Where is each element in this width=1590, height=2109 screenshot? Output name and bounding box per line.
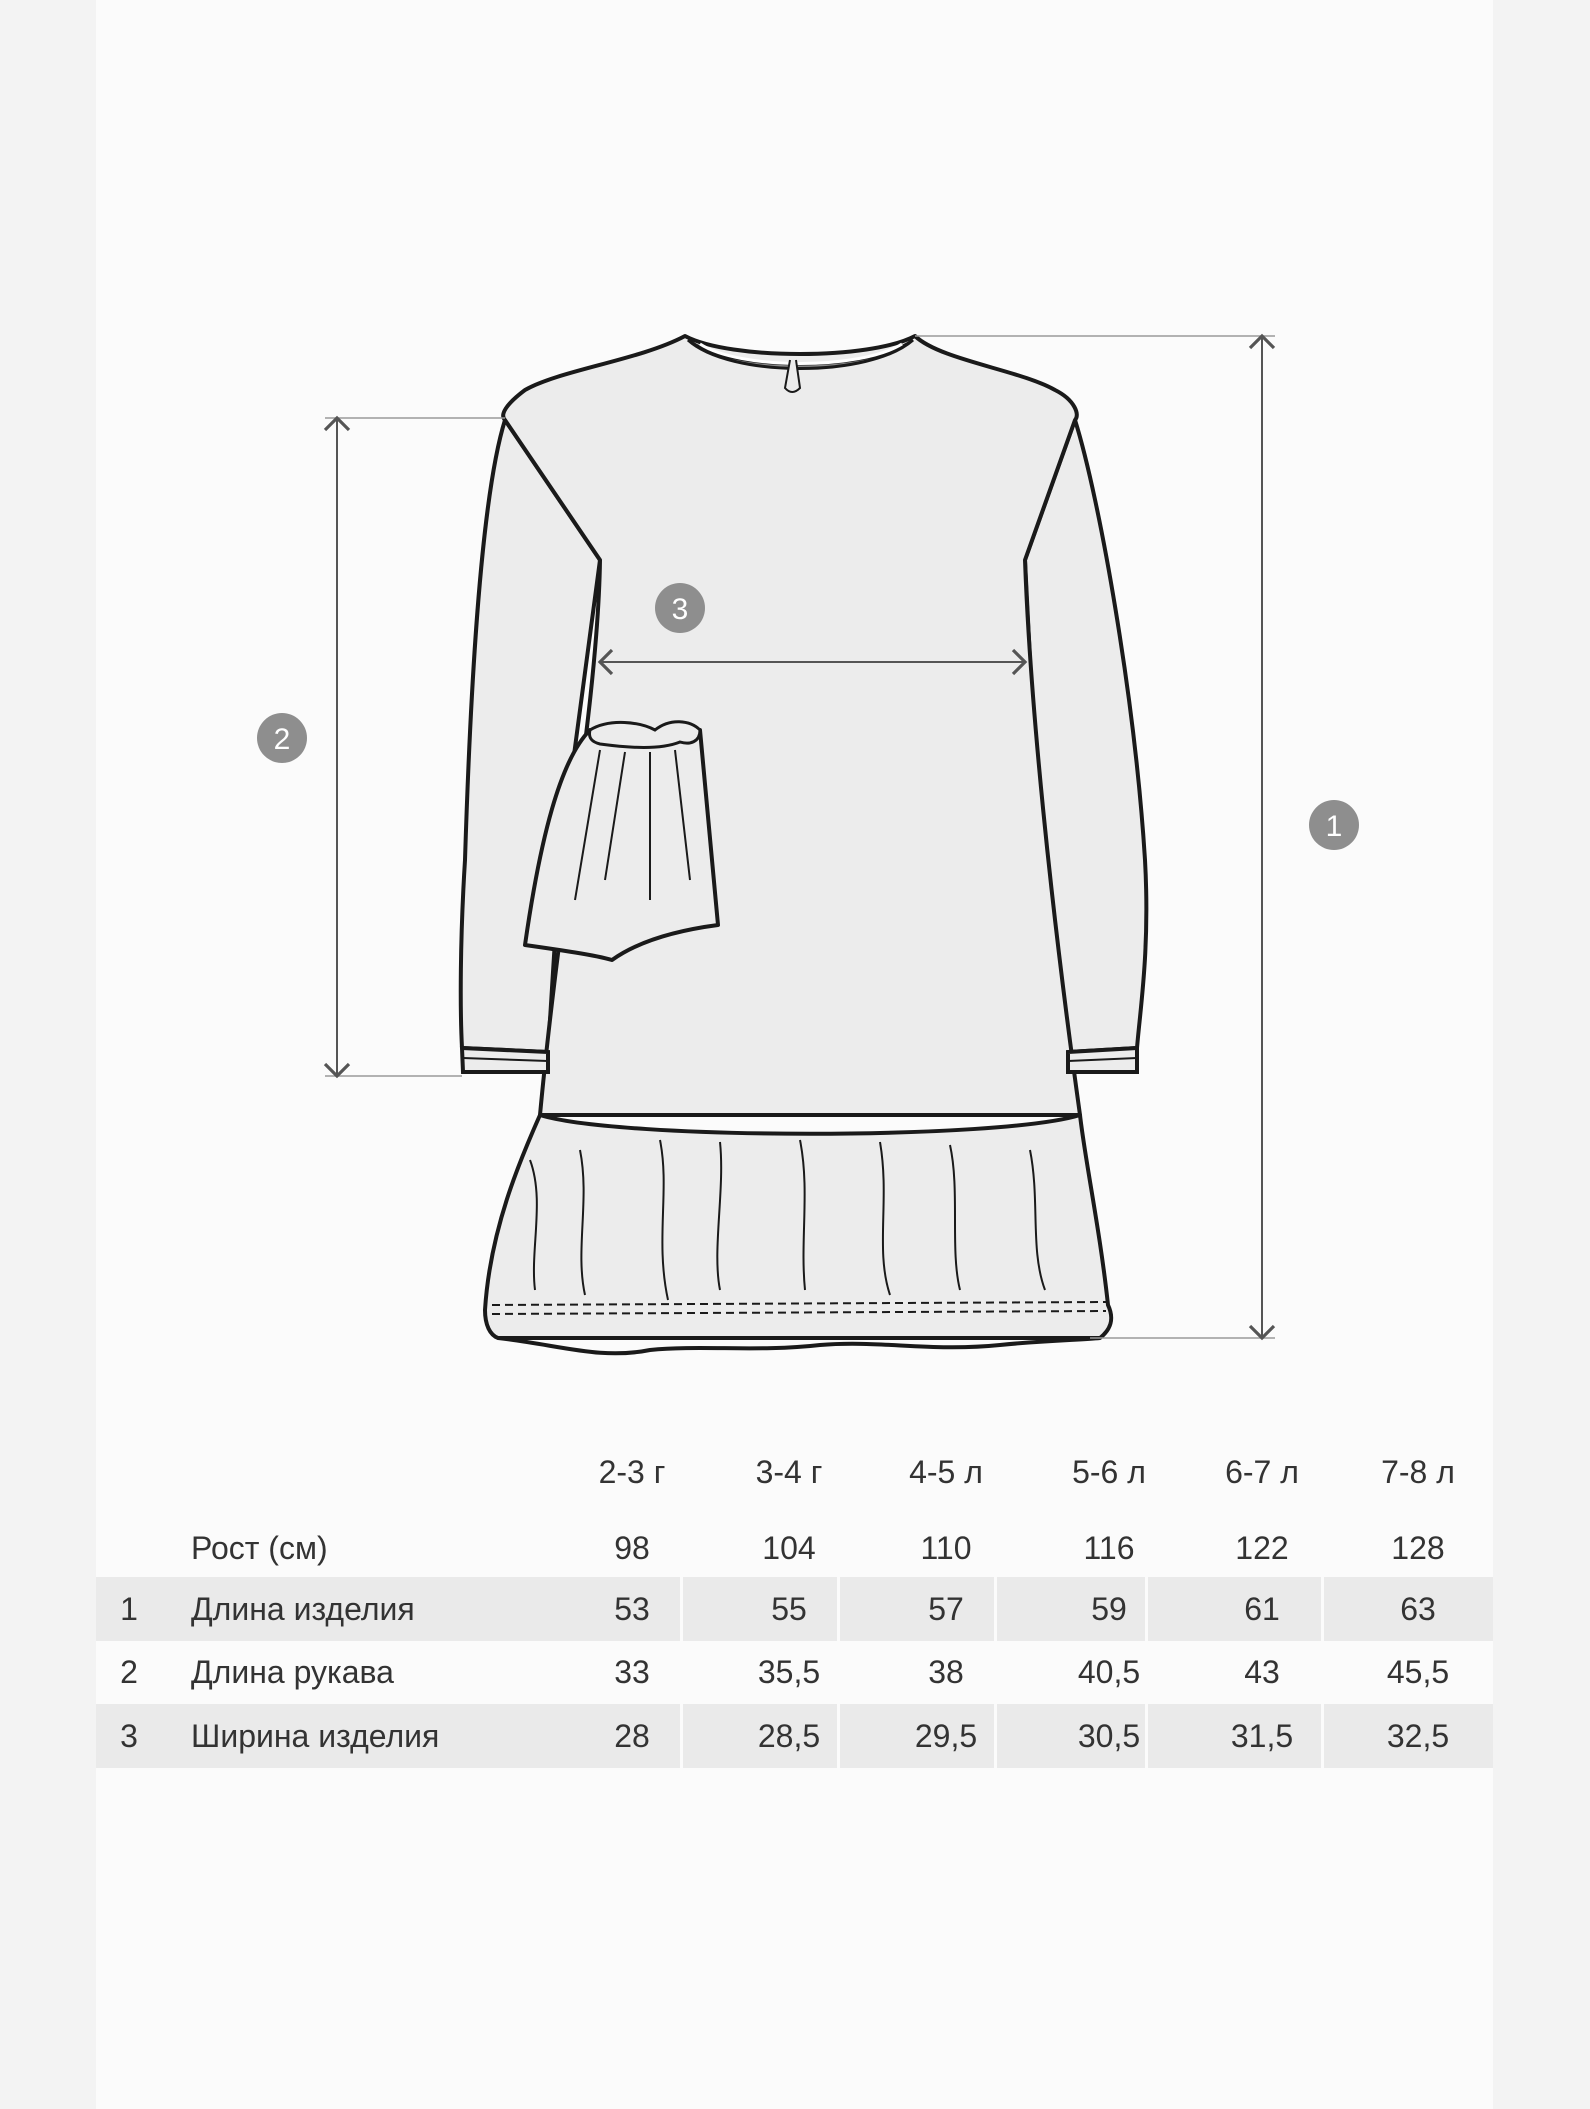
- size-header: 3-4 г: [755, 1454, 823, 1490]
- row-number: 2: [120, 1654, 138, 1690]
- table-row: [96, 1704, 1493, 1768]
- table-cell: 32,5: [1386, 1718, 1450, 1754]
- table-cell: 38: [928, 1654, 964, 1690]
- table-cell: 61: [1244, 1591, 1280, 1627]
- row-number: 3: [120, 1718, 138, 1754]
- row-label: Рост (см): [191, 1530, 328, 1566]
- size-header: 4-5 л: [909, 1454, 983, 1490]
- table-cell: 33: [614, 1654, 650, 1690]
- table-cell: 28,5: [757, 1718, 821, 1754]
- dress-body: [503, 336, 1080, 1115]
- table-cell: 98: [614, 1530, 650, 1566]
- table-cell: 28: [614, 1718, 650, 1754]
- svg-text:2: 2: [273, 723, 291, 756]
- table-cell: 31,5: [1230, 1718, 1294, 1754]
- marker-2-badge: [257, 713, 307, 763]
- table-cell: 55: [771, 1591, 807, 1627]
- size-header: 2-3 г: [598, 1454, 666, 1490]
- table-cell: 128: [1391, 1530, 1445, 1566]
- size-header: 7-8 л: [1381, 1454, 1455, 1490]
- size-header: 6-7 л: [1225, 1454, 1299, 1490]
- row-number: 1: [120, 1591, 138, 1627]
- skirt-ruffle: [485, 1115, 1111, 1338]
- table-cell: 110: [920, 1530, 972, 1566]
- table-cell: 116: [1083, 1530, 1135, 1566]
- svg-text:1: 1: [1325, 810, 1343, 843]
- table-row: [96, 1577, 1493, 1641]
- marker-1-badge: [1309, 800, 1359, 850]
- table-cell: 30,5: [1077, 1718, 1141, 1754]
- table-cell: 40,5: [1077, 1654, 1141, 1690]
- marker-3-badge: [655, 583, 705, 633]
- table-cell: 35,5: [757, 1654, 821, 1690]
- svg-text:3: 3: [671, 593, 689, 626]
- table-cell: 57: [928, 1591, 964, 1627]
- table-row: [96, 1640, 1493, 1704]
- table-cell: 104: [762, 1530, 816, 1566]
- table-cell: 63: [1400, 1591, 1436, 1627]
- table-cell: 59: [1091, 1591, 1127, 1627]
- table-cell: 29,5: [914, 1718, 978, 1754]
- height-row: [96, 1516, 1493, 1580]
- row-label: Ширина изделия: [191, 1718, 440, 1754]
- size-header-row: [96, 1440, 1493, 1504]
- row-label: Длина рукава: [191, 1654, 394, 1690]
- table-cell: 122: [1235, 1530, 1289, 1566]
- table-cell: 45,5: [1386, 1654, 1450, 1690]
- size-header: 5-6 л: [1072, 1454, 1146, 1490]
- table-cell: 43: [1244, 1654, 1280, 1690]
- table-cell: 53: [614, 1591, 650, 1627]
- row-label: Длина изделия: [191, 1591, 415, 1627]
